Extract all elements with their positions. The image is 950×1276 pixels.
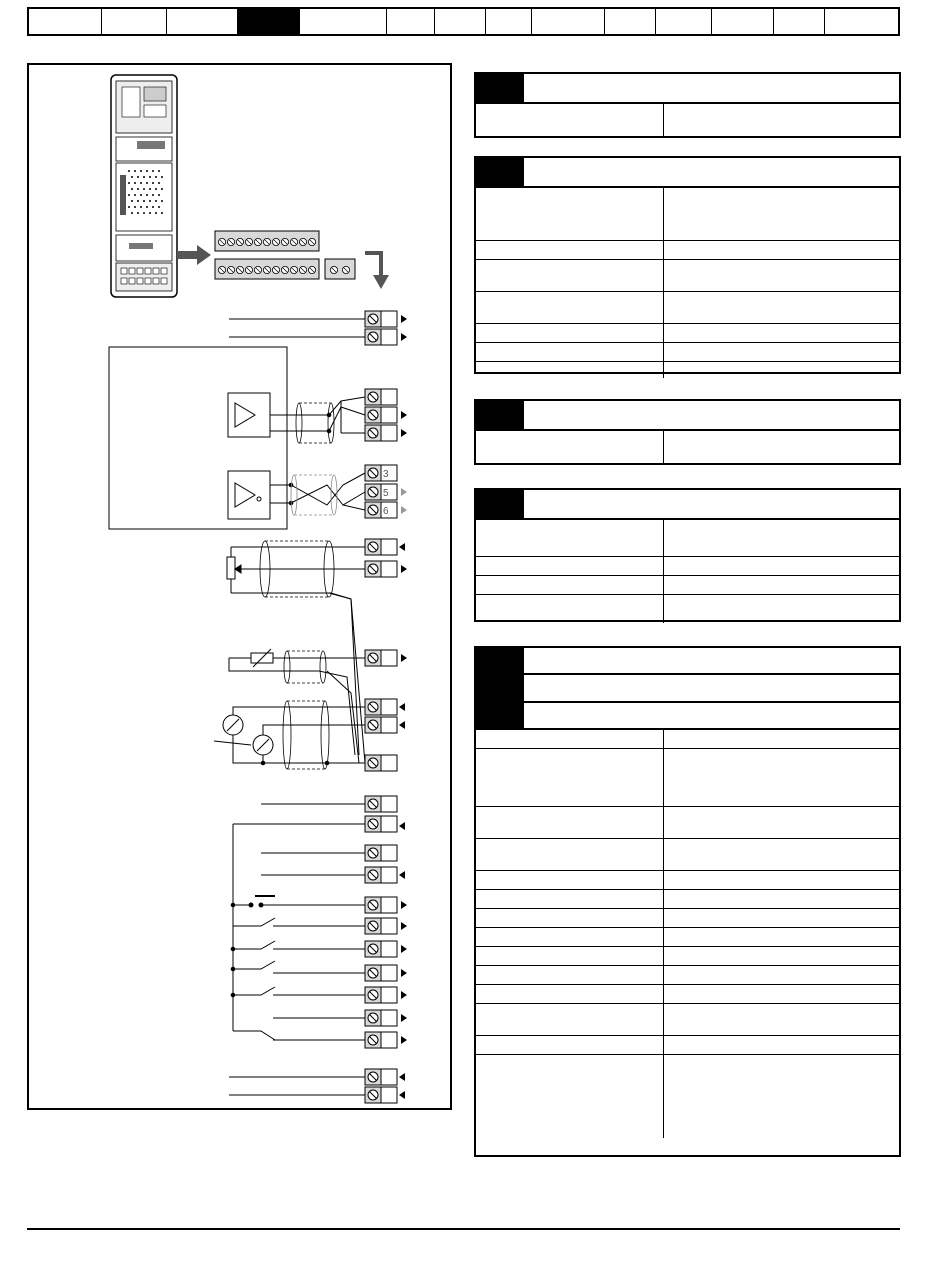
spec-row <box>476 909 899 928</box>
terminal-label: 5 <box>383 488 389 499</box>
direction-arrows <box>399 315 407 1099</box>
wiring <box>109 319 365 1095</box>
spec-number <box>476 74 524 102</box>
spec-title <box>524 675 899 702</box>
bent-arrow <box>365 253 381 277</box>
spec-row <box>476 241 899 260</box>
nav-tab[interactable] <box>29 9 102 34</box>
spec-number <box>476 648 524 728</box>
pointer-arrow <box>177 245 211 265</box>
spec-row <box>476 520 899 557</box>
spec-row <box>476 188 899 241</box>
spec-number <box>476 490 524 518</box>
spec-row <box>476 966 899 985</box>
nav-tab-active[interactable] <box>238 9 300 34</box>
top-navigation-bar <box>27 7 900 36</box>
spec-row <box>476 985 899 1004</box>
spec-row <box>476 730 899 749</box>
spec-table-3 <box>474 399 901 465</box>
wiring-diagram-canvas <box>29 65 454 1112</box>
nav-tab[interactable] <box>387 9 435 34</box>
spec-title <box>524 158 899 186</box>
nav-tab[interactable] <box>300 9 388 34</box>
spec-table-4 <box>474 488 901 622</box>
spec-row <box>476 871 899 890</box>
spec-row <box>476 576 899 595</box>
spec-number <box>476 158 524 186</box>
spec-row <box>476 807 899 839</box>
nav-tab[interactable] <box>605 9 656 34</box>
footer-rule <box>27 1228 900 1230</box>
spec-table-2 <box>474 156 901 374</box>
spec-number <box>476 401 524 429</box>
nav-tab[interactable] <box>825 9 898 34</box>
spec-title <box>524 703 899 728</box>
nav-tab[interactable] <box>656 9 712 34</box>
nav-tab[interactable] <box>102 9 168 34</box>
terminal-label: 3 <box>383 469 389 480</box>
nav-tab[interactable] <box>532 9 606 34</box>
spec-row <box>476 104 899 138</box>
terminal-strip-upper <box>215 231 319 251</box>
spec-row <box>476 839 899 871</box>
spec-title <box>524 74 899 102</box>
spec-row <box>476 1004 899 1036</box>
spec-row <box>476 260 899 292</box>
spec-row <box>476 749 899 807</box>
spec-row <box>476 947 899 966</box>
spec-row <box>476 431 899 465</box>
spec-title <box>524 648 899 675</box>
terminal-strip-lower <box>215 259 319 279</box>
spec-row <box>476 928 899 947</box>
spec-row <box>476 890 899 909</box>
terminal-column <box>365 311 397 1103</box>
spec-row <box>476 362 899 378</box>
terminal-label: 6 <box>383 506 389 517</box>
spec-title <box>524 490 899 518</box>
relay-terminal-block <box>325 259 355 279</box>
spec-title <box>524 401 899 429</box>
spec-row <box>476 1036 899 1055</box>
nav-tab[interactable] <box>486 9 532 34</box>
spec-row <box>476 1055 899 1138</box>
spec-row <box>476 595 899 623</box>
spec-table-5 <box>474 646 901 1157</box>
spec-header-group <box>476 648 899 730</box>
spec-row <box>476 343 899 362</box>
cable-shields <box>260 403 337 769</box>
drive-unit-illustration <box>111 75 177 297</box>
spec-row <box>476 557 899 576</box>
spec-table-1 <box>474 72 901 138</box>
spec-row <box>476 292 899 324</box>
spec-row <box>476 324 899 343</box>
nav-tab[interactable] <box>774 9 826 34</box>
nav-tab[interactable] <box>712 9 774 34</box>
wiring-diagram <box>27 63 452 1110</box>
nav-tab[interactable] <box>435 9 486 34</box>
nav-tab[interactable] <box>167 9 238 34</box>
